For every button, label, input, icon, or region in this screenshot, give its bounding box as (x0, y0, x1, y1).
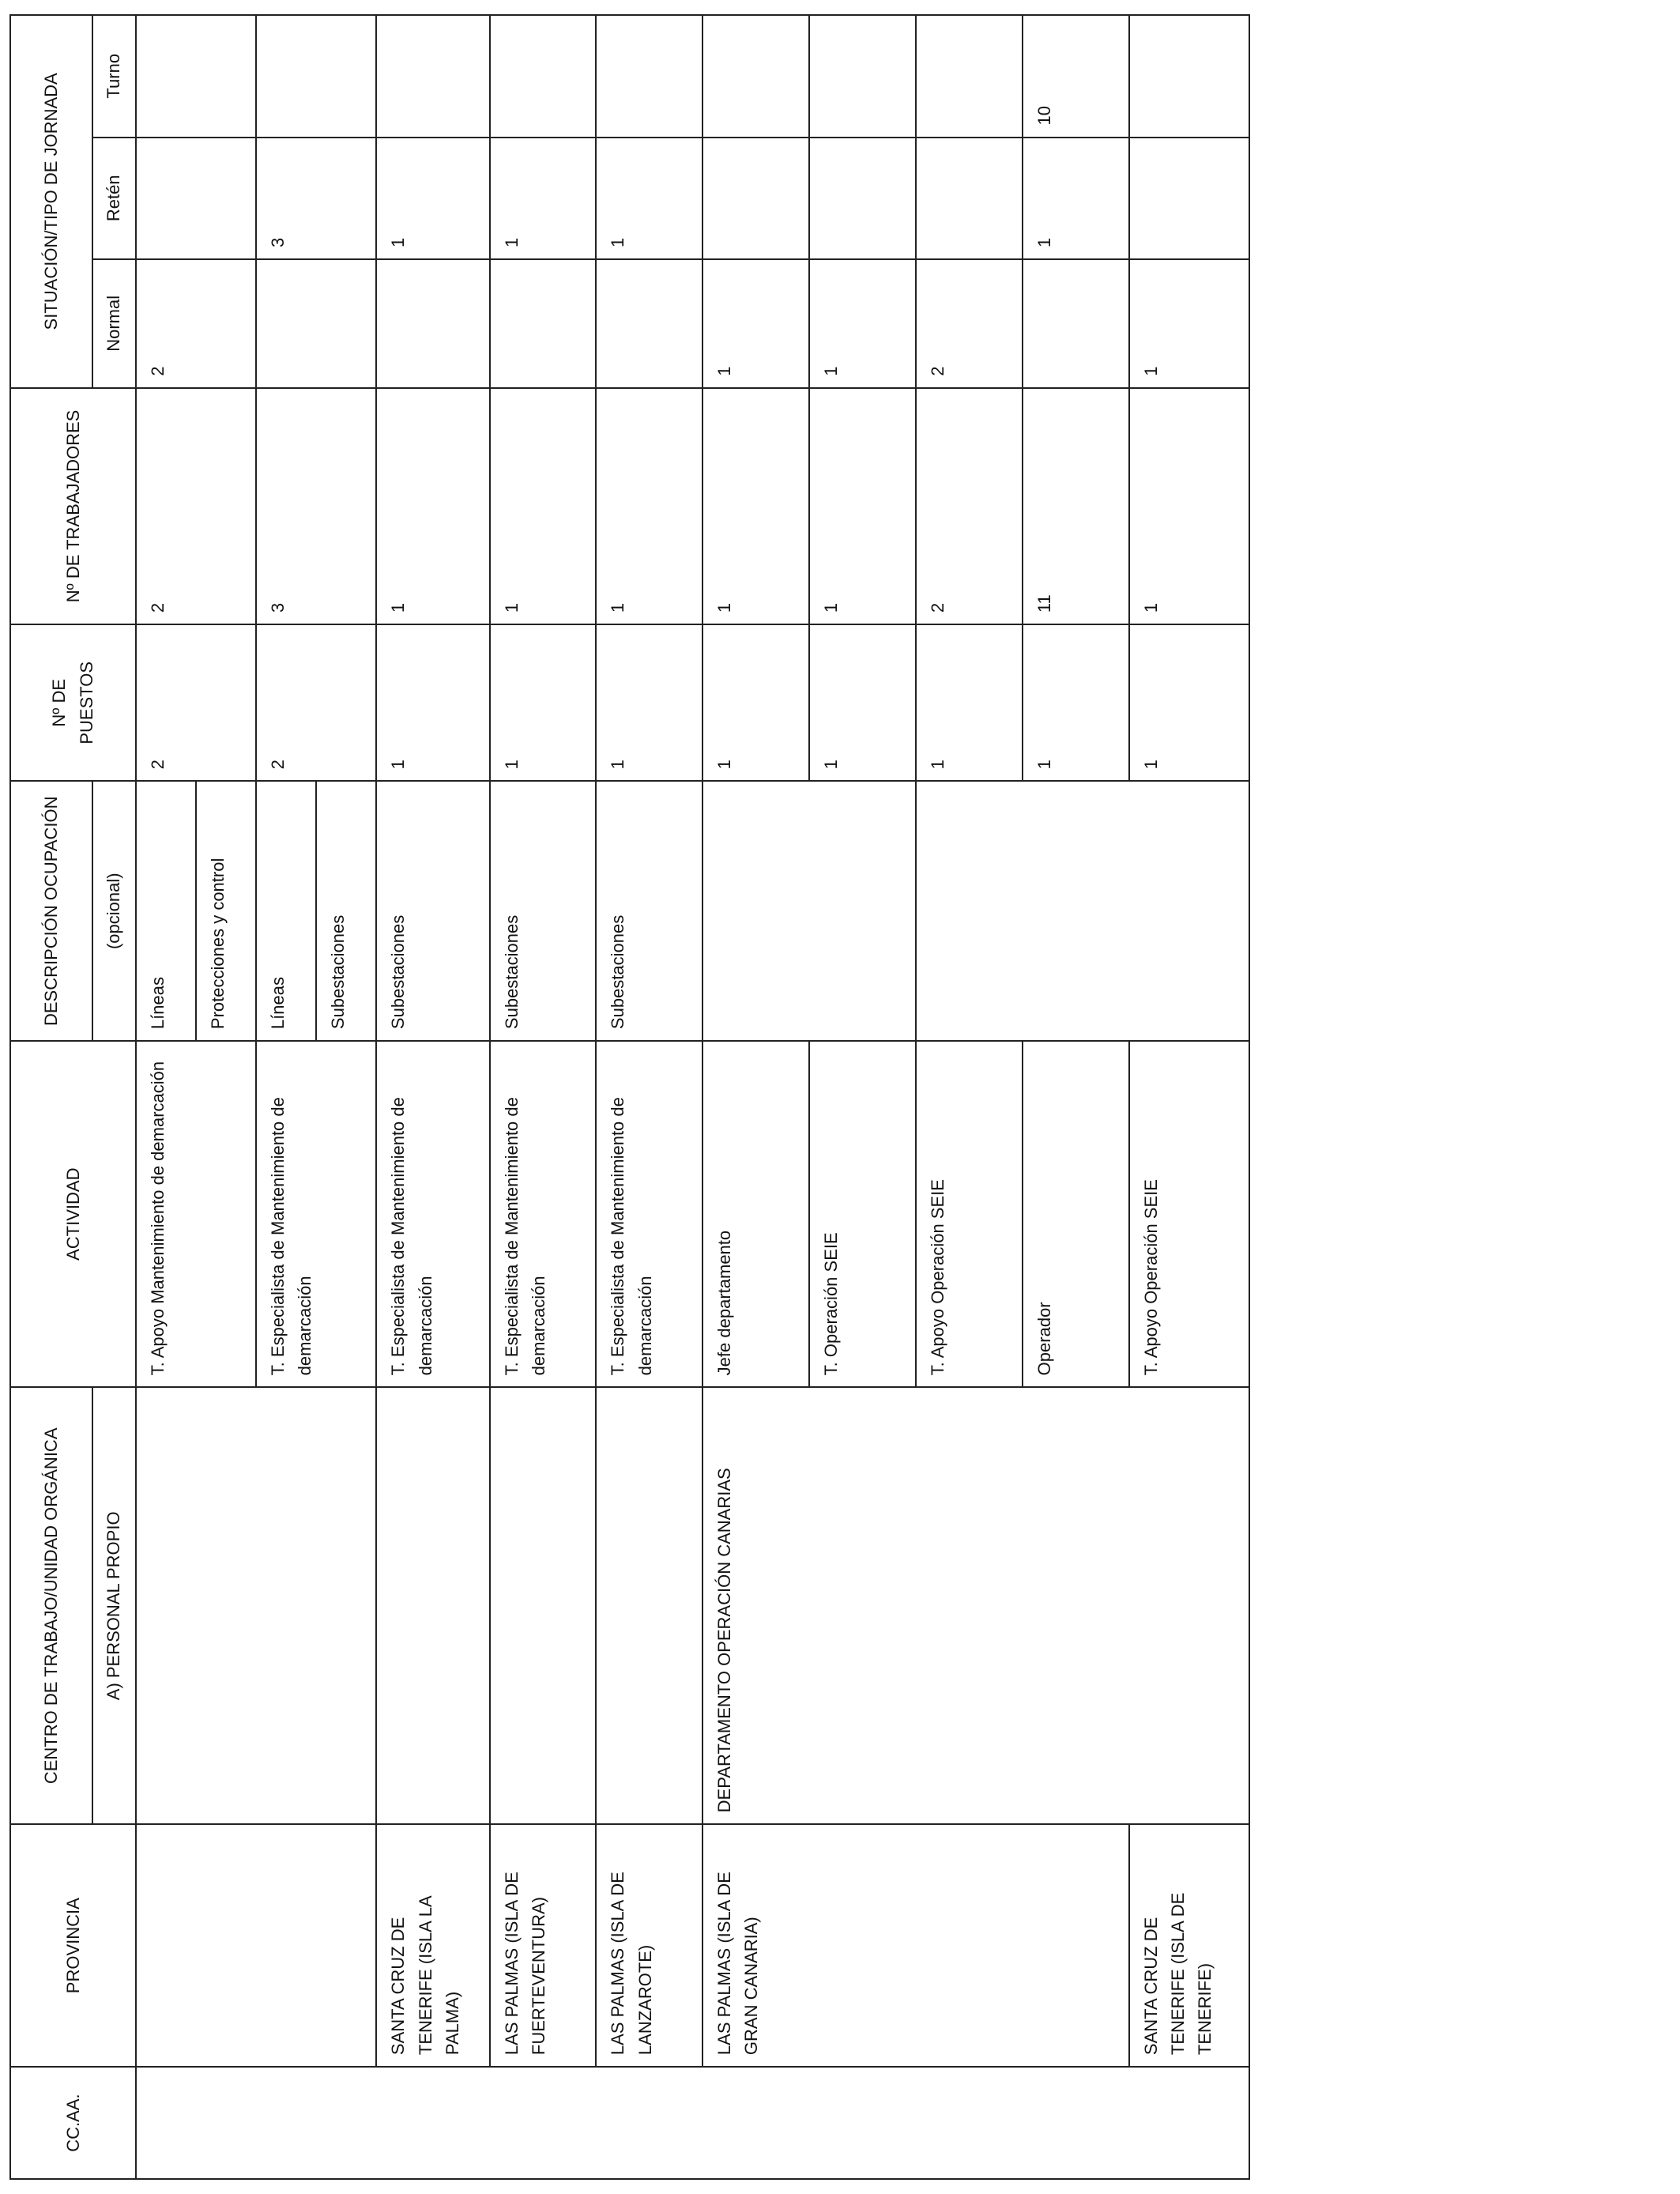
cell-puestos: 1 (1129, 624, 1249, 781)
cell-trabajadores: 11 (1023, 388, 1129, 624)
cell-puestos: 1 (809, 624, 916, 781)
header-turno: Turno (92, 15, 136, 138)
cell-puestos: 1 (703, 624, 809, 781)
cell-provincia: LAS PALMAS (ISLA DE FUERTEVENTURA) (490, 1824, 597, 2067)
cell-normal (1023, 259, 1129, 388)
cell-normal (256, 259, 376, 388)
header-descripcion: DESCRIPCIÓN OCUPACIÓN (10, 781, 92, 1041)
table-row (136, 15, 196, 2179)
cell-descripcion: Subestaciones (490, 781, 597, 1041)
header-puestos: Nº DE PUESTOS (10, 624, 136, 781)
header-trabajadores: Nº DE TRABAJADORES (10, 388, 136, 624)
section-row-label: A) PERSONAL PROPIO (92, 1387, 136, 1824)
header-provincia: PROVINCIA (10, 1824, 136, 2067)
cell-reten: 1 (596, 138, 703, 259)
cell-reten: 1 (490, 138, 597, 259)
cell-reten (916, 138, 1023, 259)
table-row (703, 15, 809, 2179)
cell-actividad: T. Especialista de Mantenimiento de demarcación (490, 1041, 597, 1387)
cell-turno (916, 15, 1023, 138)
header-situacion: SITUACIÓN/TIPO DE JORNADA (10, 15, 92, 388)
cell-trabajadores: 1 (490, 388, 597, 624)
cell-actividad: T. Especialista de Mantenimiento de demarcación (256, 1041, 376, 1387)
cell-descripcion: Subestaciones (596, 781, 703, 1041)
header-reten: Retén (92, 138, 136, 259)
cell-descripcion: Subestaciones (376, 781, 489, 1041)
cell-turno (596, 15, 703, 138)
cell-provincia: SANTA CRUZ DE TENERIFE (ISLA LA PALMA) (376, 1824, 489, 2067)
cell-actividad: Jefe departamento (703, 1041, 809, 1387)
cell-descripcion (916, 781, 1249, 1041)
cell-reten: 1 (1023, 138, 1129, 259)
cell-puestos: 2 (136, 624, 256, 781)
cell-normal: 2 (136, 259, 256, 388)
cell-turno (136, 15, 256, 138)
cell-actividad: T. Apoyo Mantenimiento de demarcación (136, 1041, 256, 1387)
cell-centro (376, 1387, 489, 1824)
cell-descripcion: Líneas (256, 781, 316, 1041)
cell-normal: 2 (916, 259, 1023, 388)
cell-provincia: LAS PALMAS (ISLA DE GRAN CANARIA) (703, 1824, 1128, 2067)
header-normal: Normal (92, 259, 136, 388)
cell-reten (1129, 138, 1249, 259)
cell-puestos: 1 (916, 624, 1023, 781)
cell-centro: DEPARTAMENTO OPERACIÓN CANARIAS (703, 1387, 1249, 1824)
cell-provincia: SANTA CRUZ DE TENERIFE (ISLA DE TENERIFE) (1129, 1824, 1249, 2067)
cell-turno (1129, 15, 1249, 138)
cell-trabajadores: 1 (703, 388, 809, 624)
header-centro: CENTRO DE TRABAJO/UNIDAD ORGÁNICA (10, 1387, 92, 1824)
cell-centro (596, 1387, 703, 1824)
cell-trabajadores: 1 (1129, 388, 1249, 624)
cell-actividad: T. Apoyo Operación SEIE (1129, 1041, 1249, 1387)
header-ccaa: CC.AA. (10, 2067, 136, 2179)
cell-centro (490, 1387, 597, 1824)
header-actividad: ACTIVIDAD (10, 1041, 136, 1387)
cell-trabajadores: 1 (809, 388, 916, 624)
cell-actividad: T. Especialista de Mantenimiento de demarcación (596, 1041, 703, 1387)
cell-descripcion (703, 781, 916, 1041)
cell-turno (256, 15, 376, 138)
staff-table (9, 14, 1250, 2180)
table-row (490, 15, 597, 2179)
cell-trabajadores: 3 (256, 388, 376, 624)
cell-trabajadores: 2 (916, 388, 1023, 624)
cell-provincia: LAS PALMAS (ISLA DE LANZAROTE) (596, 1824, 703, 2067)
cell-normal: 1 (809, 259, 916, 388)
cell-actividad: T. Especialista de Mantenimiento de demarcación (376, 1041, 489, 1387)
cell-descripcion: Protecciones y control (196, 781, 256, 1041)
cell-turno: 10 (1023, 15, 1129, 138)
cell-descripcion: Líneas (136, 781, 196, 1041)
cell-reten (703, 138, 809, 259)
cell-normal (490, 259, 597, 388)
cell-turno (490, 15, 597, 138)
cell-actividad: T. Operación SEIE (809, 1041, 916, 1387)
cell-turno (376, 15, 489, 138)
cell-trabajadores: 1 (596, 388, 703, 624)
cell-turno (809, 15, 916, 138)
header-descripcion-sub: (opcional) (92, 781, 136, 1041)
cell-centro (136, 1387, 376, 1824)
table-row (596, 15, 703, 2179)
cell-normal (596, 259, 703, 388)
cell-reten (136, 138, 256, 259)
cell-reten: 1 (376, 138, 489, 259)
cell-descripcion: Subestaciones (316, 781, 376, 1041)
cell-ccaa (136, 2067, 1249, 2179)
cell-puestos: 1 (1023, 624, 1129, 781)
table-row (1129, 15, 1249, 2179)
cell-reten (809, 138, 916, 259)
cell-puestos: 1 (596, 624, 703, 781)
cell-puestos: 1 (490, 624, 597, 781)
cell-turno (703, 15, 809, 138)
cell-normal (376, 259, 489, 388)
cell-normal: 1 (703, 259, 809, 388)
cell-puestos: 1 (376, 624, 489, 781)
cell-actividad: T. Apoyo Operación SEIE (916, 1041, 1023, 1387)
cell-actividad: Operador (1023, 1041, 1129, 1387)
cell-reten: 3 (256, 138, 376, 259)
cell-provincia (136, 1824, 376, 2067)
table-row (376, 15, 489, 2179)
cell-puestos: 2 (256, 624, 376, 781)
cell-normal: 1 (1129, 259, 1249, 388)
cell-trabajadores: 2 (136, 388, 256, 624)
cell-trabajadores: 1 (376, 388, 489, 624)
